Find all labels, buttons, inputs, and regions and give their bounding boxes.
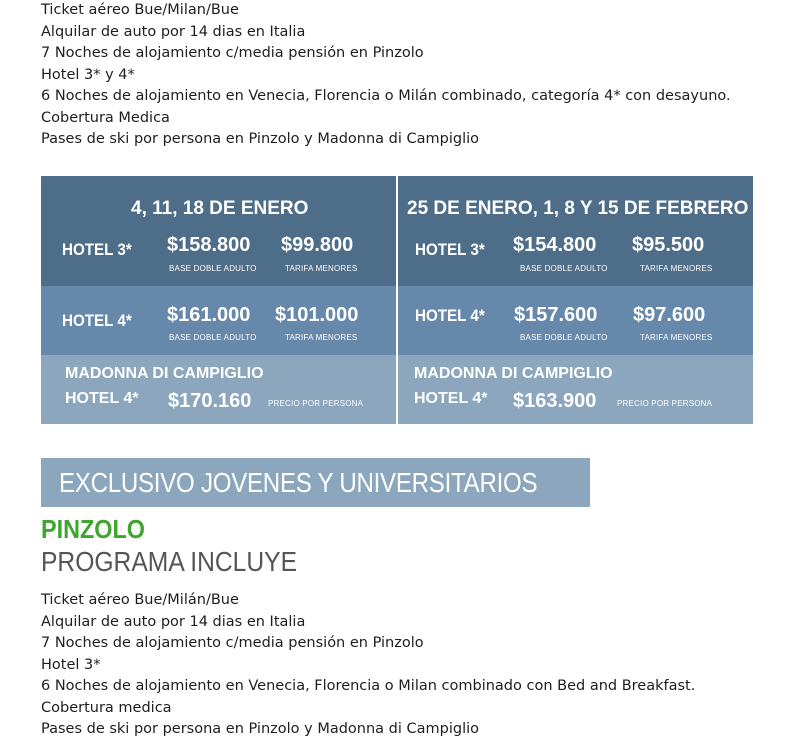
list-item: 7 Noches de alojamiento c/media pensión en Pinzolo	[41, 45, 424, 61]
adult-price: $154.800	[513, 234, 597, 256]
exclusive-banner	[41, 458, 590, 507]
list-item: Pases de ski por persona en Pinzolo y Madonna di Campiglio	[41, 131, 480, 147]
price-column-febrero	[398, 176, 753, 424]
list-item: Ticket aéreo Bue/Milán/Bue	[41, 592, 239, 608]
list-item: 7 Noches de alojamiento c/media pensión en Pinzolo	[41, 635, 424, 651]
hotel-label: HOTEL 4*	[414, 390, 488, 407]
hotel-label: HOTEL 4*	[65, 390, 139, 407]
included-list-bottom	[41, 590, 695, 741]
adult-caption: BASE DOBLE ADULTO	[520, 264, 608, 273]
adult-price: $157.600	[514, 304, 598, 326]
minor-price: $101.000	[275, 304, 359, 326]
adult-caption: BASE DOBLE ADULTO	[169, 264, 257, 273]
program-title: PROGRAMA INCLUYE	[41, 546, 298, 577]
madonna-price: $163.900	[513, 390, 597, 412]
column-header: 4, 11, 18 DE ENERO	[131, 198, 309, 219]
row-hotel3	[41, 176, 396, 286]
minor-caption: TARIFA MENORES	[285, 333, 358, 342]
hotel-label: HOTEL 4*	[62, 312, 132, 330]
row-madonna	[398, 355, 753, 424]
list-item: Hotel 3* y 4*	[41, 66, 135, 83]
per-person-caption: PRECIO POR PERSONA	[617, 399, 713, 408]
price-table	[41, 176, 753, 424]
adult-caption: BASE DOBLE ADULTO	[520, 333, 608, 342]
minor-price: $95.500	[632, 234, 705, 256]
minor-caption: TARIFA MENORES	[640, 264, 713, 273]
minor-price: $97.600	[633, 304, 706, 326]
price-column-enero	[41, 176, 396, 424]
hotel-label: HOTEL 3*	[62, 241, 132, 259]
adult-price: $161.000	[167, 304, 251, 326]
minor-price: $99.800	[281, 234, 354, 256]
list-item: 6 Noches de alojamiento en Venecia, Florencia o Milan combinado con Bed and Breakfast.	[41, 678, 696, 694]
minor-caption: TARIFA MENORES	[640, 333, 713, 342]
banner-text: EXCLUSIVO JOVENES Y UNIVERSITARIOS	[59, 467, 538, 498]
column-header: 25 DE ENERO, 1, 8 Y 15 DE FEBRERO	[407, 198, 749, 219]
row-madonna	[41, 355, 396, 424]
list-item: Hotel 3*	[41, 656, 101, 673]
hotel-label: HOTEL 4*	[415, 307, 485, 325]
minor-caption: TARIFA MENORES	[285, 264, 358, 273]
destination-title: PINZOLO	[41, 514, 146, 544]
hotel-label: HOTEL 3*	[415, 241, 485, 259]
list-item: Cobertura medica	[41, 699, 172, 716]
list-item: Ticket aéreo Bue/Milan/Bue	[41, 2, 239, 18]
included-list-top	[41, 0, 731, 151]
list-item: Pases de ski por persona en Pinzolo y Madonna di Campiglio	[41, 721, 480, 737]
madonna-title: MADONNA DI CAMPIGLIO	[414, 365, 613, 382]
per-person-caption: PRECIO POR PERSONA	[268, 399, 364, 408]
adult-price: $158.800	[167, 234, 251, 256]
madonna-price: $170.160	[168, 390, 252, 412]
list-item: Alquilar de auto por 14 dias en Italia	[41, 23, 306, 40]
list-item: 6 Noches de alojamiento en Venecia, Florencia o Milán combinado, categoría 4* con desayuno.	[41, 88, 731, 104]
list-item: Alquilar de auto por 14 dias en Italia	[41, 613, 306, 630]
adult-caption: BASE DOBLE ADULTO	[169, 333, 257, 342]
madonna-title: MADONNA DI CAMPIGLIO	[65, 365, 264, 382]
row-hotel3	[398, 176, 753, 286]
row-hotel4	[41, 286, 396, 355]
list-item: Cobertura Medica	[41, 109, 170, 126]
row-hotel4	[398, 286, 753, 355]
